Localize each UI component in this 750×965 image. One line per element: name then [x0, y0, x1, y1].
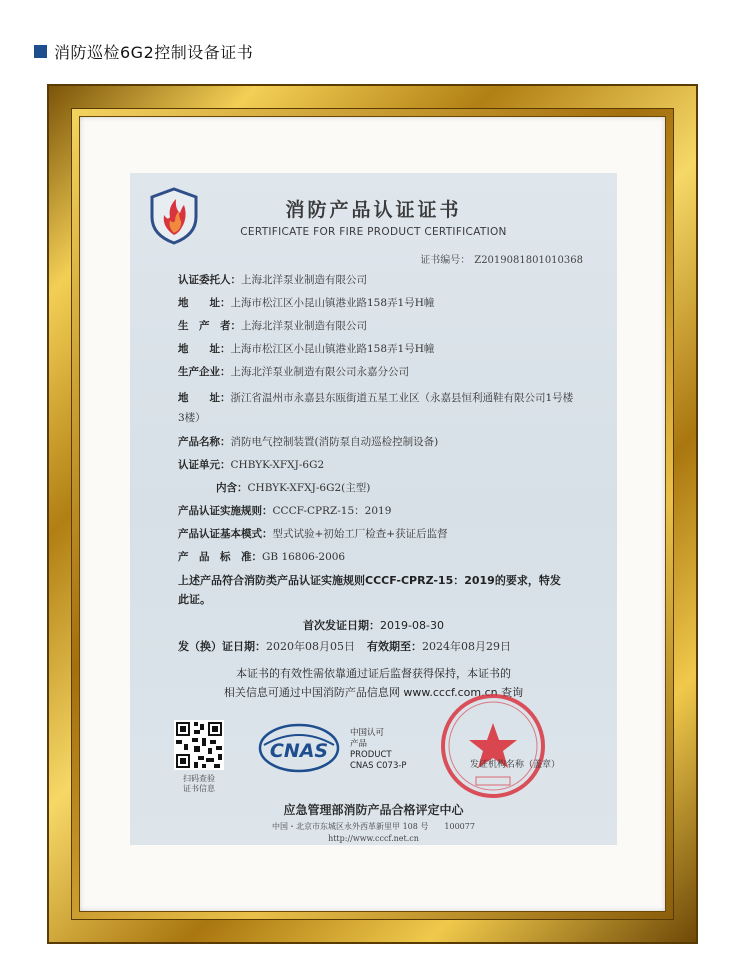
valid-label: 有效期至：: [367, 640, 422, 653]
row-label: 产品名称：: [178, 436, 231, 448]
row-value: CHBYK-XFXJ-6G2: [230, 459, 325, 471]
qr-label-line-2: 证书信息: [183, 784, 215, 793]
issuing-center-address: 中国・北京市东城区永外西革新里甲 108 号 100077: [272, 822, 475, 831]
validity-note-line-2: 相关信息可通过中国消防产品信息网 www.cccf.com.cn 查询: [223, 686, 524, 699]
row-value: 上海市松江区小昆山镇港业路158弄1号H幢: [230, 343, 435, 355]
certification-statement: 上述产品符合消防类产品认证实施规则CCCF-CPRZ-15：2019的要求，特发此证。: [178, 574, 561, 606]
row-value: 浙江省温州市永嘉县东瓯街道五星工业区（永嘉县恒利通鞋有限公司1号楼3楼）: [178, 392, 574, 424]
certificate-number: [416, 251, 583, 266]
first-issue-label: 首次发证日期：: [303, 619, 381, 632]
row-production-enterprise: [178, 365, 409, 379]
row-label: 产品认证基本模式：: [178, 528, 273, 540]
validity-note-line-1: 本证书的有效性需依靠通过证后监督获得保持，本证书的: [236, 667, 511, 680]
row-manufacturer: [178, 319, 367, 333]
row-cert-unit: [178, 458, 324, 472]
row-label: 产 品 标 准：: [178, 551, 262, 563]
heading-title: 消防巡检6G2控制设备证书: [54, 43, 254, 62]
heading-square-icon: [34, 45, 47, 58]
row-label: 生产企业：: [178, 366, 231, 378]
row-label: 认证委托人：: [178, 274, 241, 286]
row-implementation-rules: [178, 504, 391, 518]
row-value: CHBYK-XFXJ-6G2(主型): [247, 482, 371, 494]
row-value: 型式试验+初始工厂检查+获证后监督: [272, 528, 448, 540]
issuing-center-website: http://www.cccf.net.cn: [328, 834, 419, 843]
qr-label-line-1: 扫码查验: [183, 774, 215, 783]
section-heading: [34, 40, 253, 63]
cnas-line-3: PRODUCT: [350, 750, 392, 760]
qr-code-icon: [174, 720, 224, 770]
row-value: 消防电气控制装置(消防泵自动巡检控制设备): [230, 436, 439, 448]
first-issue-date: [130, 616, 617, 635]
row-contains: [216, 481, 370, 495]
qr-code-label: [168, 774, 230, 794]
cnas-logo-icon: [258, 723, 340, 773]
cnas-logo-text: CNAS: [269, 740, 329, 762]
issue-and-validity: [178, 640, 511, 654]
row-applicant: [178, 273, 367, 287]
row-value: CCCF-CPRZ-15：2019: [272, 505, 392, 517]
row-value: 上海北洋泵业制造有限公司: [241, 320, 367, 332]
issuing-authority-note: 发证机构名称（盖章）: [470, 760, 561, 770]
row-label: 生 产 者：: [178, 320, 241, 332]
row-enterprise-address: [178, 388, 578, 428]
row-product-standard: [178, 550, 345, 564]
row-value: 上海北洋泵业制造有限公司: [241, 274, 367, 286]
issuing-center-name: 应急管理部消防产品合格评定中心: [283, 803, 464, 817]
issue-label: 发（换）证日期：: [178, 640, 266, 653]
certificate-title: 消防产品认证证书: [285, 199, 462, 221]
row-applicant-address: [178, 296, 434, 310]
certificate-number-value: Z2019081801010368: [474, 255, 583, 266]
valid-value: 2024年08月29日: [422, 640, 511, 653]
certificate-document: [130, 173, 617, 845]
row-label: 产品认证实施规则：: [178, 505, 273, 517]
row-cert-mode: [178, 527, 448, 541]
row-value: 上海市松江区小昆山镇港业路158弄1号H幢: [230, 297, 435, 309]
cnas-line-1: 中国认可: [350, 728, 385, 738]
cnas-line-2: 产品: [350, 739, 368, 749]
row-label: 地 址：: [178, 392, 231, 404]
cnas-line-4: CNAS C073-P: [350, 761, 407, 771]
certificate-title-english: CERTIFICATE FOR FIRE PRODUCT CERTIFICATION: [240, 226, 507, 238]
row-value: GB 16806-2006: [262, 551, 346, 563]
certificate-number-label: 证书编号：: [420, 255, 471, 266]
row-product-name: [178, 435, 438, 449]
row-manufacturer-address: [178, 342, 434, 356]
row-label: 内含：: [216, 482, 248, 494]
first-issue-value: 2019-08-30: [380, 619, 444, 632]
issue-value: 2020年08月05日: [266, 640, 355, 653]
row-label: 地 址：: [178, 343, 231, 355]
official-seal-icon: [438, 691, 548, 801]
row-label: 地 址：: [178, 297, 231, 309]
cnas-accreditation-text: [350, 728, 407, 772]
row-value: 上海北洋泵业制造有限公司永嘉分公司: [230, 366, 409, 378]
row-label: 认证单元：: [178, 459, 231, 471]
